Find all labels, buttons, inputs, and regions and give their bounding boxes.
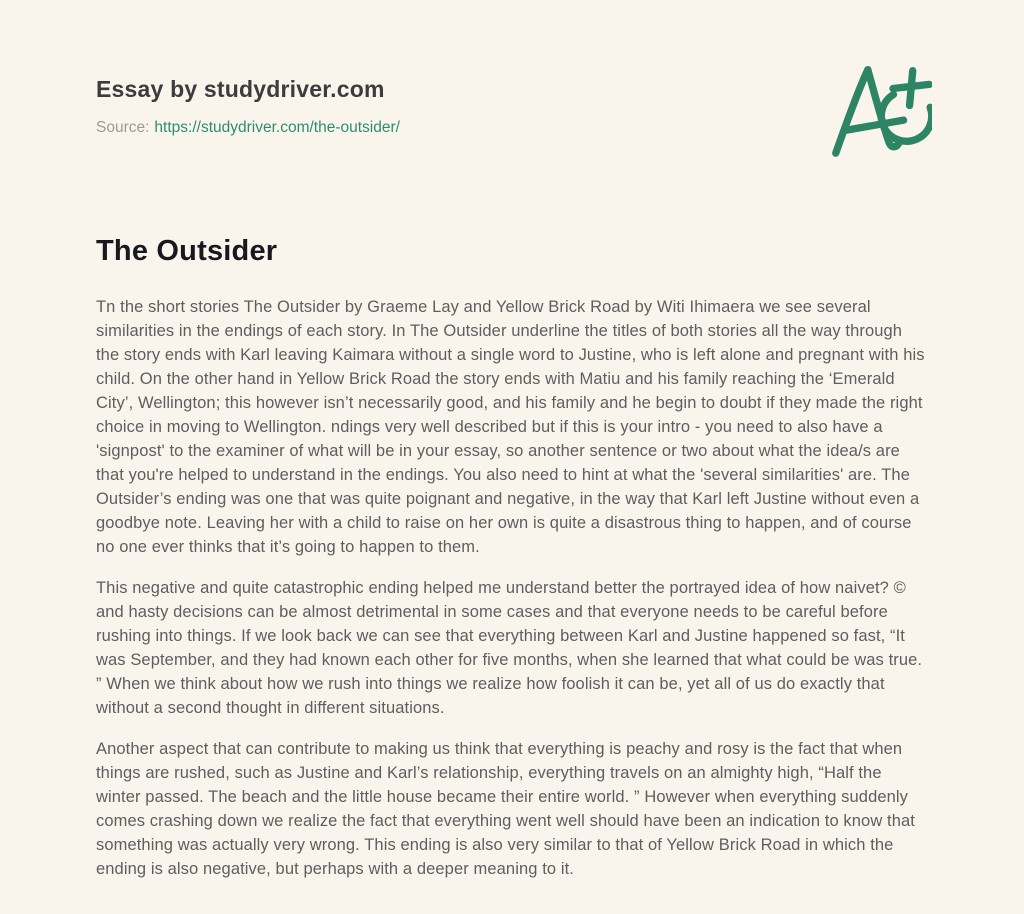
essay-paragraph-3: Another aspect that can contribute to making us think that everything is peachy and rosy is the fact that when things are rushed, such as Justine and Karl’s relationship, everything travels on an almighty high, “Half the winter passed. The beach and the little house became their entire world. ” However when everything suddenly comes crashing down we realize the fact that everything went well should have been an indication to know that something was actually very wrong. This ending is also very similar to that of Yellow Brick Road in which the ending is also negative, but perhaps with a deeper meaning to it. (96, 740, 915, 878)
essay-by-heading: Essay by studydriver.com (96, 76, 385, 102)
logo-a-left-stroke (836, 70, 868, 153)
page-header (96, 76, 928, 138)
logo-a-crossbar (846, 120, 904, 130)
document-title: The Outsider (96, 235, 278, 267)
essay-paragraph-2: This negative and quite catastrophic ending helped me understand better the portrayed idea of how naivet? © and hasty decisions can be almost detrimental in some cases and that everyone needs to be careful before rushing into things. If we look back we can see that everything between Karl and Justine happened so fast, “It was September, and they had known each other for five months, when she learned that what could be was true. ” When we think about how we rush into things we realize how foolish it can be, yet all of us do exactly that without a second thought in different situations. (96, 579, 923, 717)
essay-body (96, 295, 928, 881)
source-link[interactable]: https://studydriver.com/the-outsider/ (154, 119, 400, 136)
source-label: Source: (96, 119, 150, 136)
logo-plus-horizontal (893, 84, 929, 88)
essay-paragraph-1: Tn the short stories The Outsider by Graeme Lay and Yellow Brick Road by Witi Ihimaera we see several similarities in the endings of each story. In The Outsider underline the titles of both stories all the way through the story ends with Karl leaving Kaimara without a single word to Justine, who is left alone and pregnant with his child. On the other hand in Yellow Brick Road the story ends with Matiu and his family reaching the ‘Emerald City’, Wellington; this however isn’t necessarily good, and his family and he begin to doubt if they made the right choice in moving to Wellington. ndings very well described but if this is your intro - you need to also have a 'signpost' to the examiner of what will be in your essay, so another sentence or two about what the idea/s are that you're helped to understand in the endings. You also need to hint at what the 'several similarities' are. The Outsider’s ending was one that was quite poignant and negative, in the way that Karl left Justine without even a goodbye note. Leaving her with a child to raise on her own is quite a disastrous thing to happen, and of course no one ever thinks that it’s going to happen to them. (96, 298, 925, 556)
studydriver-a-plus-logo-icon (822, 58, 932, 164)
source-row (96, 118, 928, 138)
